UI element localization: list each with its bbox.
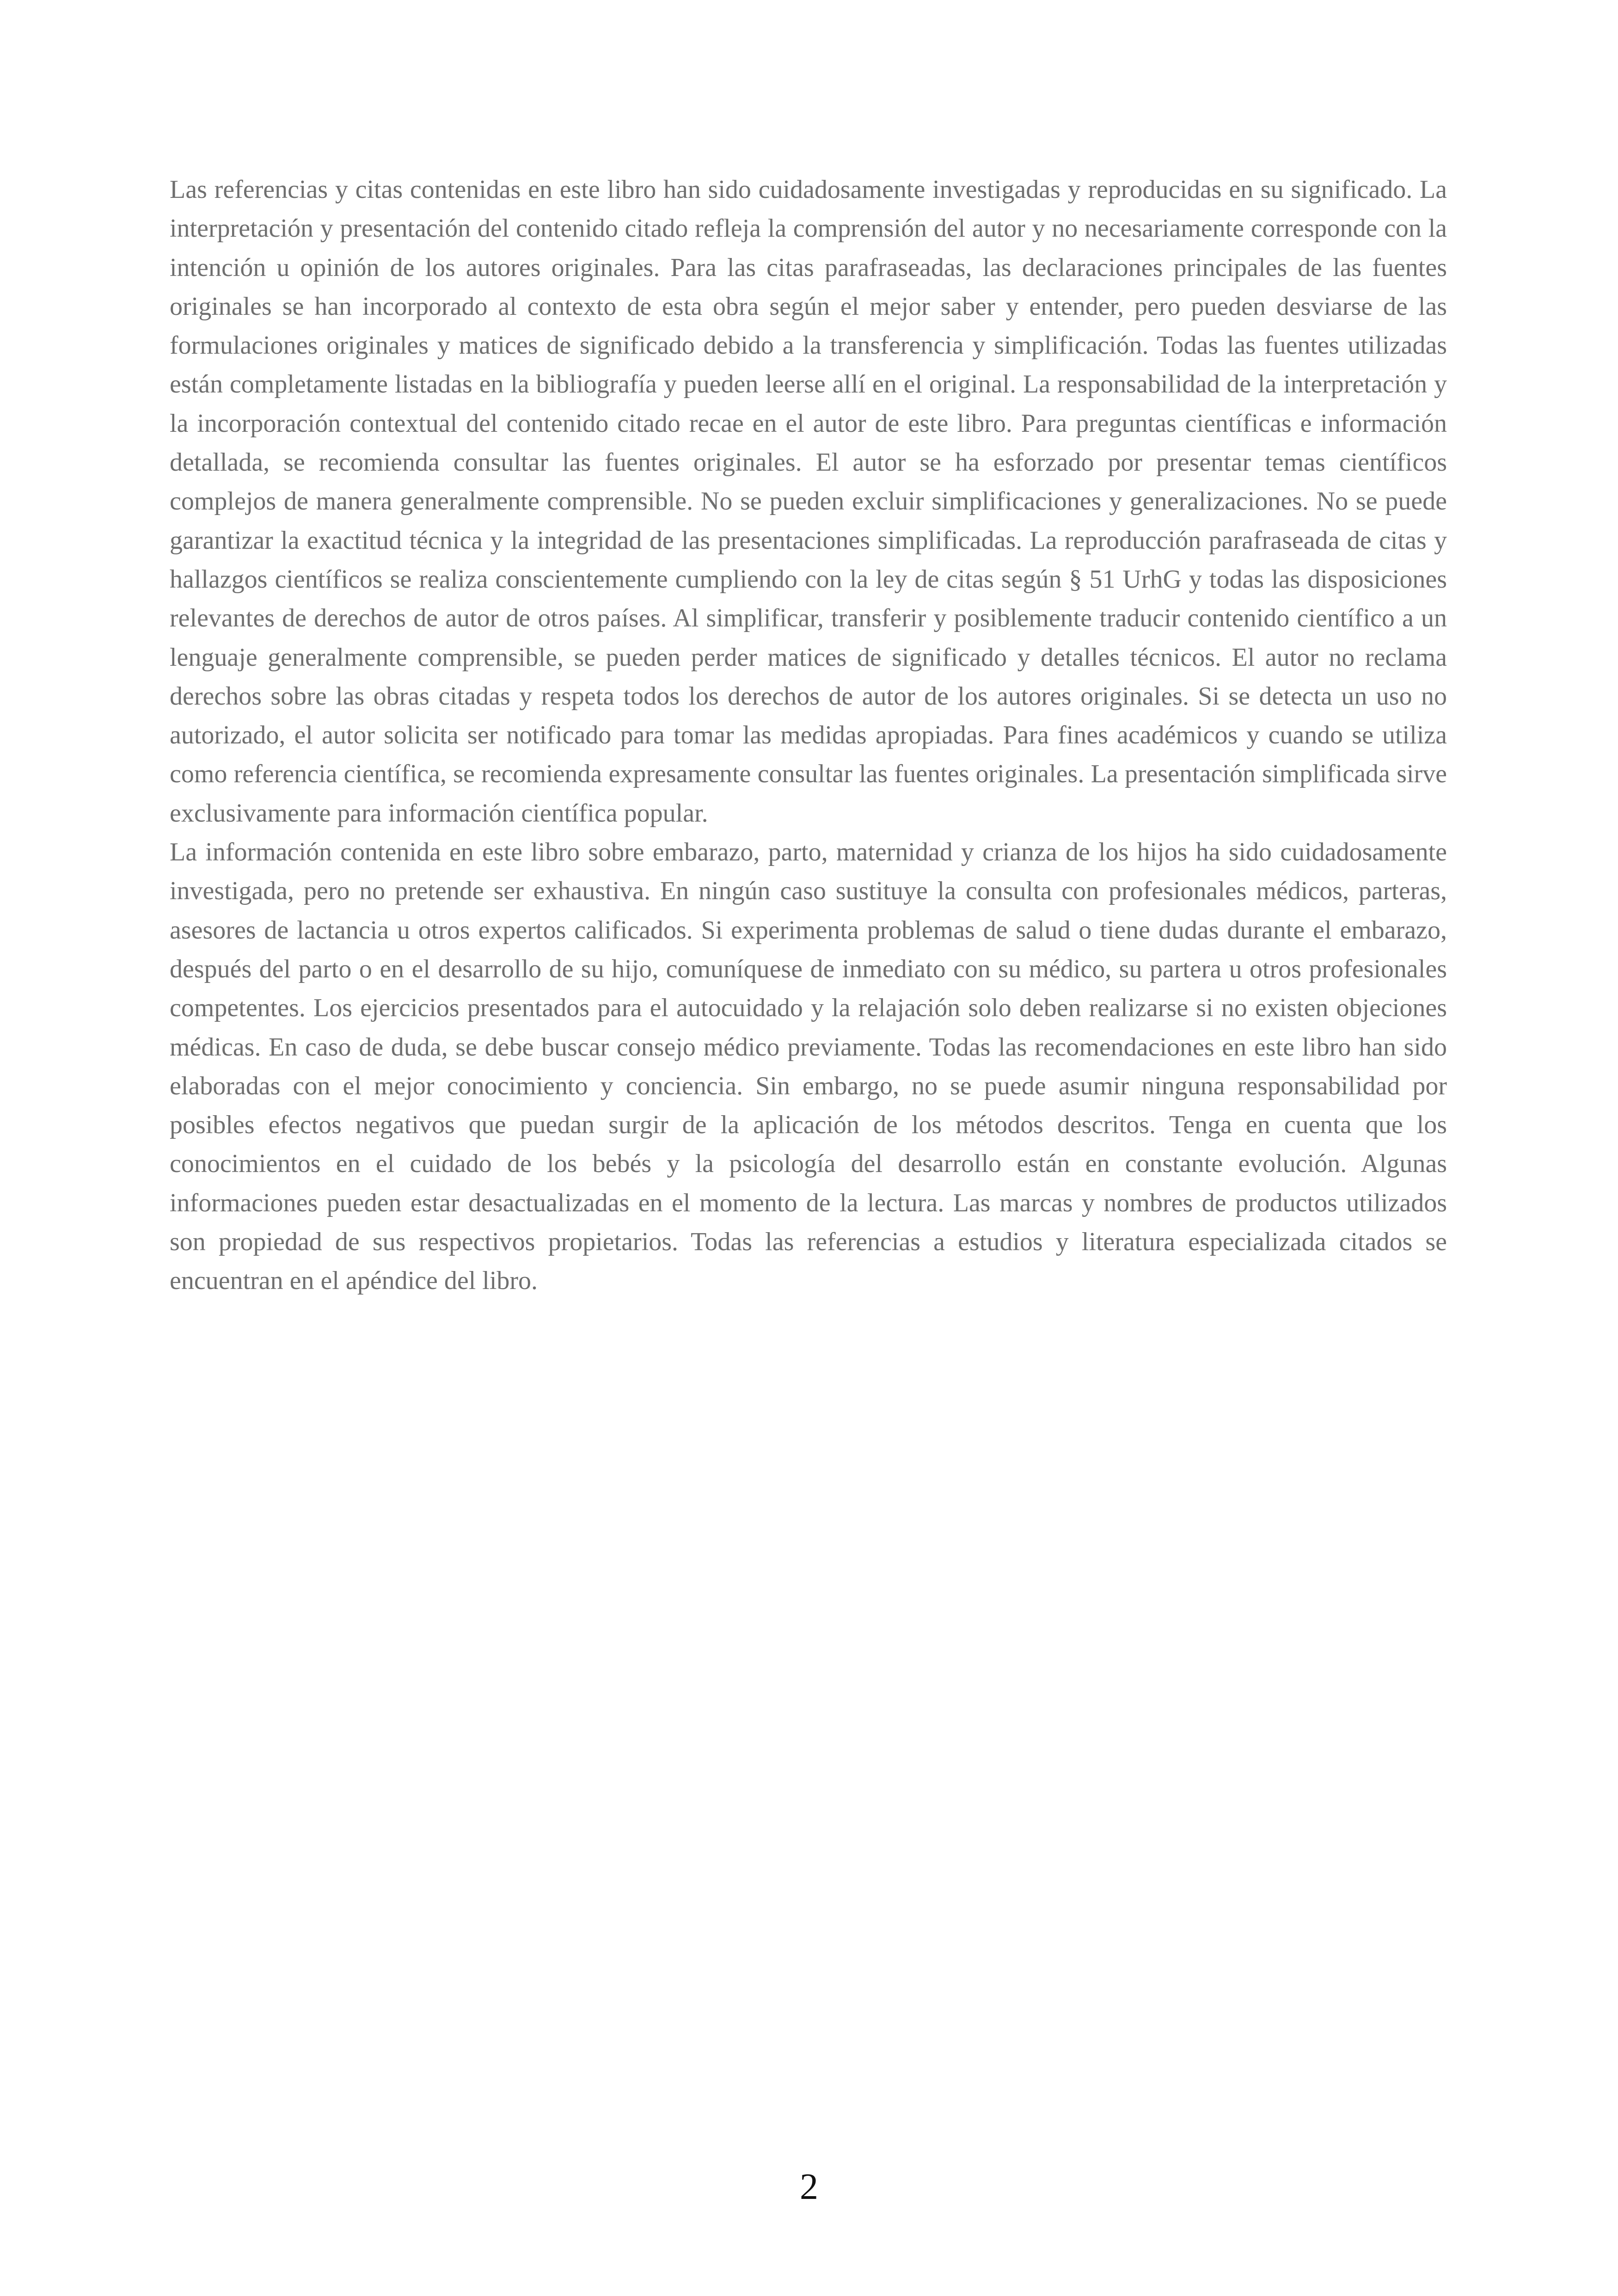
page-number: 2	[800, 2167, 818, 2207]
paragraph-citation-notice: Las referencias y citas contenidas en este libro han sido cuidadosamente investigadas y reproducidas en su significado. La interpretación y presentación del contenido citado refleja la comprensión del autor y no necesariamente corresponde con la intención u opinión de los autores originales. Para las citas parafraseadas, las declaraciones principales de las fuentes originales se han incorporado al contexto de esta obra según el mejor saber y entender, pero pueden desviarse de las formulaciones originales y matices de significado debido a la transferencia y simplificación. Todas las fuentes utilizadas están completamente listadas en la bibliografía y pueden leerse allí en el original. La responsabilidad de la interpretación y la incorporación contextual del contenido citado recae en el autor de este libro. Para preguntas científicas e información detallada, se recomienda consultar las fuentes originales. El autor se ha esforzado por presentar temas científicos complejos de manera generalmente comprensible. No se pueden excluir simplificaciones y generalizaciones. No se puede garantizar la exactitud técnica y la integridad de las presentaciones simplificadas. La reproducción parafraseada de citas y hallazgos científicos se realiza conscientemente cumpliendo con la ley de citas según § 51 UrhG y todas las disposiciones relevantes de derechos de autor de otros países. Al simplificar, transferir y posiblemente traducir contenido científico a un lenguaje generalmente comprensible, se pueden perder matices de significado y detalles técnicos. El autor no reclama derechos sobre las obras citadas y respeta todos los derechos de autor de los autores originales. Si se detecta un uso no autorizado, el autor solicita ser notificado para tomar las medidas apropiadas. Para fines académicos y cuando se utiliza como referencia científica, se recomienda expresamente consultar las fuentes originales. La presentación simplificada sirve exclusivamente para información científica popular.	[170, 175, 1447, 828]
body-text	[170, 170, 1447, 1301]
paragraph-medical-disclaimer: La información contenida en este libro sobre embarazo, parto, maternidad y crianza de los hijos ha sido cuidadosamente investigada, pero no pretende ser exhaustiva. En ningún caso sustituye la consulta con profesionales médicos, parteras, asesores de lactancia u otros expertos calificados. Si experimenta problemas de salud o tiene dudas durante el embarazo, después del parto o en el desarrollo de su hijo, comuníquese de inmediato con su médico, su partera u otros profesionales competentes. Los ejercicios presentados para el autocuidado y la relajación solo deben realizarse si no existen objeciones médicas. En caso de duda, se debe buscar consejo médico previamente. Todas las recomendaciones en este libro han sido elaboradas con el mejor conocimiento y conciencia. Sin embargo, no se puede asumir ninguna responsabilidad por posibles efectos negativos que puedan surgir de la aplicación de los métodos descritos. Tenga en cuenta que los conocimientos en el cuidado de los bebés y la psicología del desarrollo están en constante evolución. Algunas informaciones pueden estar desactualizadas en el momento de la lectura. Las marcas y nombres de productos utilizados son propiedad de sus respectivos propietarios. Todas las referencias a estudios y literatura especializada citados se encuentran en el apéndice del libro.	[170, 838, 1447, 1295]
